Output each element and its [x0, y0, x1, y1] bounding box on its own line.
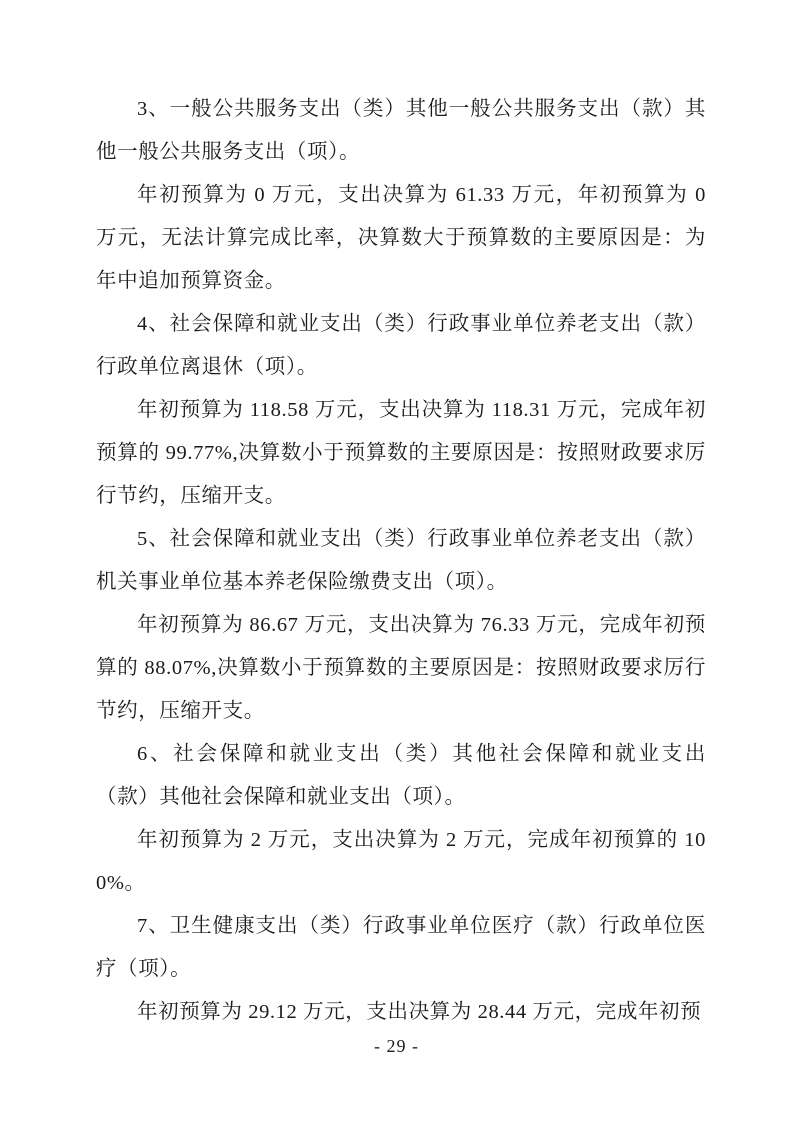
paragraph: 年初预算为 29.12 万元，支出决算为 28.44 万元，完成年初预 — [137, 1001, 702, 1023]
paragraph: 年初预算为 2 万元，支出决算为 2 万元，完成年初预算的 100%。 — [96, 829, 706, 894]
paragraph: 6、社会保障和就业支出（类）其他社会保障和就业支出（款）其他社会保障和就业支出（项）。 — [96, 743, 706, 808]
page-number: - 29 - — [374, 1036, 419, 1056]
paragraph: 5、社会保障和就业支出（类）行政事业单位养老支出（款）机关事业单位基本养老保险缴费支出（项）。 — [96, 528, 706, 593]
paragraph: 年初预算为 118.58 万元，支出决算为 118.31 万元，完成年初预算的 99.77%,决算数小于预算数的主要原因是：按照财政要求厉行节约，压缩开支。 — [96, 399, 706, 507]
paragraph: 7、卫生健康支出（类）行政事业单位医疗（款）行政单位医疗（项）。 — [96, 915, 706, 980]
document-body — [96, 88, 706, 1034]
paragraph: 年初预算为 86.67 万元，支出决算为 76.33 万元，完成年初预算的 88.07%,决算数小于预算数的主要原因是：按照财政要求厉行节约，压缩开支。 — [96, 614, 706, 722]
paragraph: 年初预算为 0 万元，支出决算为 61.33 万元，年初预算为 0 万元，无法计算完成比率，决算数大于预算数的主要原因是：为年中追加预算资金。 — [96, 184, 706, 292]
paragraph: 3、一般公共服务支出（类）其他一般公共服务支出（款）其他一般公共服务支出（项）。 — [96, 98, 706, 163]
paragraph: 4、社会保障和就业支出（类）行政事业单位养老支出（款）行政单位离退休（项）。 — [96, 313, 706, 378]
